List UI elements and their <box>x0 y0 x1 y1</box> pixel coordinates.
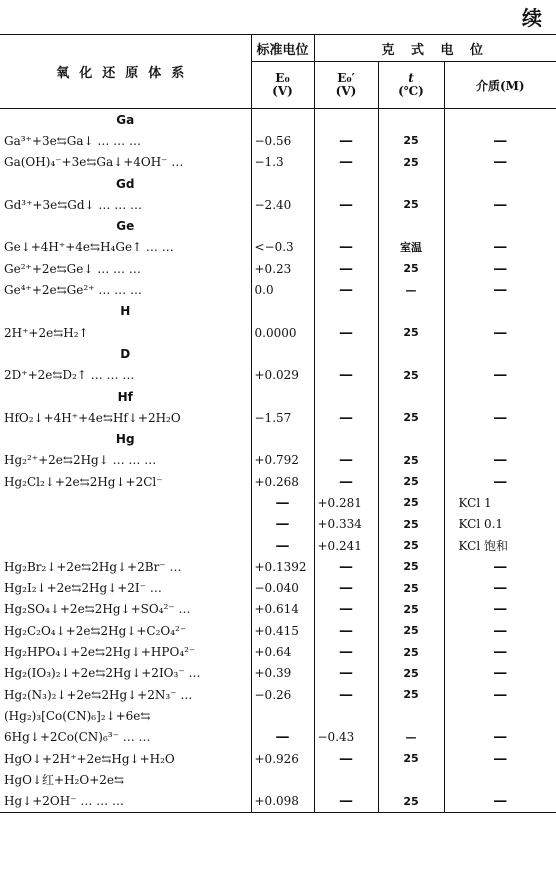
empty-cell <box>314 109 378 131</box>
table-row <box>0 535 556 556</box>
temperature-value: 室温 <box>378 237 444 258</box>
temperature-value <box>378 705 444 726</box>
empty-cell <box>251 343 314 364</box>
medium-value: — <box>444 471 556 492</box>
standard-potential-value: 0.0 <box>251 279 314 300</box>
temperature-value: 25 <box>378 322 444 343</box>
element-symbol: H <box>120 304 131 319</box>
half-reaction: Hg₂(N₃)₂↓+2e⇆2Hg↓+2N₃⁻ … <box>4 687 193 702</box>
temperature-value: 25 <box>378 620 444 641</box>
medium-value: — <box>444 578 556 599</box>
temperature-value: 25 <box>378 578 444 599</box>
empty-cell <box>314 386 378 407</box>
element-heading-row <box>0 386 556 407</box>
temperature-value: 25 <box>378 152 444 173</box>
medium-value: — <box>444 727 556 748</box>
medium-value: — <box>444 194 556 215</box>
half-reaction <box>0 535 251 556</box>
temperature-value: — <box>378 279 444 300</box>
medium-value: KCl 0.1 <box>444 514 556 535</box>
temperature-value: 25 <box>378 471 444 492</box>
formal-potential-value: −0.43 <box>314 727 378 748</box>
e0-unit: (V) <box>272 84 293 98</box>
medium-value: — <box>444 684 556 705</box>
standard-potential-value: −1.3 <box>251 152 314 173</box>
table-row <box>0 748 556 769</box>
empty-cell <box>251 386 314 407</box>
e0prime-symbol: E₀′ <box>337 71 355 86</box>
table-header <box>0 35 556 109</box>
temperature-value: 25 <box>378 492 444 513</box>
element-symbol: Hg <box>115 432 135 447</box>
formal-potential-value: — <box>314 407 378 428</box>
half-reaction <box>0 492 251 513</box>
empty-cell <box>444 428 556 449</box>
temperature-value: 25 <box>378 641 444 662</box>
standard-potential-value: +0.926 <box>251 748 314 769</box>
element-heading-row <box>0 173 556 194</box>
empty-cell <box>251 215 314 236</box>
half-reaction: Gd³⁺+3e⇆Gd↓ … … … <box>4 197 143 212</box>
formal-potential-value <box>314 769 378 790</box>
medium-value: — <box>444 152 556 173</box>
empty-cell <box>314 173 378 194</box>
temperature-value: 25 <box>378 407 444 428</box>
half-reaction: Hg₂I₂↓+2e⇆2Hg↓+2I⁻ … <box>4 581 162 596</box>
empty-cell <box>314 215 378 236</box>
half-reaction: Hg₂C₂O₄↓+2e⇆2Hg↓+C₂O₄²⁻ <box>4 623 187 638</box>
half-reaction: HgO↓+2H⁺+2e⇆Hg↓+H₂O <box>4 751 175 766</box>
table-row <box>0 471 556 492</box>
table-row <box>0 514 556 535</box>
medium-value <box>444 705 556 726</box>
table-row <box>0 684 556 705</box>
table-row <box>0 194 556 215</box>
temperature-column-header <box>378 62 444 109</box>
standard-potential-value <box>251 769 314 790</box>
element-symbol: Ga <box>116 112 135 127</box>
temperature-value: 25 <box>378 663 444 684</box>
table-row <box>0 556 556 577</box>
half-reaction: HfO₂↓+4H⁺+4e⇆Hf↓+2H₂O <box>4 410 181 425</box>
table-row <box>0 279 556 300</box>
formal-potential-header: 克 式 电 位 <box>314 35 556 62</box>
e0-symbol: E₀ <box>275 71 290 86</box>
standard-potential-value: +0.098 <box>251 791 314 813</box>
half-reaction: Ge⁴⁺+2e⇆Ge²⁺ … … … <box>4 283 142 298</box>
standard-potential-value: — <box>251 514 314 535</box>
temperature-value: 25 <box>378 450 444 471</box>
half-reaction: HgO↓红+H₂O+2e⇆ <box>4 773 125 788</box>
formal-potential-value: — <box>314 748 378 769</box>
formal-potential-value: — <box>314 578 378 599</box>
standard-potential-value <box>251 705 314 726</box>
medium-value: — <box>444 791 556 813</box>
empty-cell <box>314 301 378 322</box>
empty-cell <box>378 343 444 364</box>
formal-potential-value: — <box>314 258 378 279</box>
empty-cell <box>444 109 556 131</box>
standard-potential-value: +0.39 <box>251 663 314 684</box>
table-row <box>0 791 556 813</box>
medium-value: KCl 饱和 <box>444 535 556 556</box>
empty-cell <box>444 301 556 322</box>
table-row <box>0 727 556 748</box>
table-body <box>0 109 556 813</box>
element-heading-row <box>0 343 556 364</box>
e0prime-column-header <box>314 62 378 109</box>
formal-potential-value: — <box>314 663 378 684</box>
standard-potential-value: −0.040 <box>251 578 314 599</box>
formal-potential-value: — <box>314 641 378 662</box>
empty-cell <box>314 428 378 449</box>
temperature-value: 25 <box>378 556 444 577</box>
standard-potential-value: −2.40 <box>251 194 314 215</box>
e0prime-unit: (V) <box>335 84 357 98</box>
empty-cell <box>444 343 556 364</box>
table-row <box>0 705 556 726</box>
table-row <box>0 258 556 279</box>
formal-potential-value: — <box>314 471 378 492</box>
empty-cell <box>314 343 378 364</box>
formal-potential-value <box>314 705 378 726</box>
medium-value <box>444 769 556 790</box>
medium-column-header: 介质(M) <box>444 62 556 109</box>
empty-cell <box>378 173 444 194</box>
element-symbol: Hf <box>117 389 133 404</box>
standard-potential-value: +0.23 <box>251 258 314 279</box>
medium-value: — <box>444 407 556 428</box>
temperature-value: 25 <box>378 748 444 769</box>
standard-potential-value: +0.029 <box>251 365 314 386</box>
formal-potential-value: — <box>314 684 378 705</box>
half-reaction: Hg₂Br₂↓+2e⇆2Hg↓+2Br⁻ … <box>4 559 182 574</box>
half-reaction: Hg₂Cl₂↓+2e⇆2Hg↓+2Cl⁻ <box>4 474 163 489</box>
table-row <box>0 620 556 641</box>
standard-potential-value: <−0.3 <box>251 237 314 258</box>
standard-potential-value: +0.1392 <box>251 556 314 577</box>
table-row <box>0 450 556 471</box>
half-reaction <box>0 514 251 535</box>
formal-potential-value: +0.241 <box>314 535 378 556</box>
element-heading-row <box>0 428 556 449</box>
medium-value: — <box>444 748 556 769</box>
half-reaction: Hg₂²⁺+2e⇆2Hg↓ … … … <box>4 453 157 468</box>
table-row <box>0 492 556 513</box>
medium-value: — <box>444 663 556 684</box>
empty-cell <box>444 215 556 236</box>
temperature-value: 25 <box>378 684 444 705</box>
medium-value: — <box>444 556 556 577</box>
medium-value: — <box>444 599 556 620</box>
half-reaction: Hg↓+2OH⁻ … … … <box>0 791 251 813</box>
empty-cell <box>378 386 444 407</box>
standard-potential-value: +0.792 <box>251 450 314 471</box>
medium-value: — <box>444 450 556 471</box>
formal-potential-value: — <box>314 279 378 300</box>
temperature-value: 25 <box>378 365 444 386</box>
table-row <box>0 322 556 343</box>
half-reaction: Ge↓+4H⁺+4e⇆H₄Ge↑ … … <box>4 240 174 255</box>
table-row <box>0 578 556 599</box>
empty-cell <box>378 109 444 131</box>
table-row <box>0 599 556 620</box>
medium-value: — <box>444 620 556 641</box>
half-reaction: Hg₂HPO₄↓+2e⇆2Hg↓+HPO₄²⁻ <box>4 645 196 660</box>
formal-potential-value: — <box>314 791 378 813</box>
formal-potential-value: — <box>314 130 378 151</box>
standard-potential-value: −0.56 <box>251 130 314 151</box>
continued-label: 续 <box>522 6 542 30</box>
formal-potential-value: — <box>314 450 378 471</box>
formal-potential-value: — <box>314 194 378 215</box>
e0-column-header <box>251 62 314 109</box>
empty-cell <box>444 386 556 407</box>
standard-potential-value: +0.614 <box>251 599 314 620</box>
table-row <box>0 365 556 386</box>
medium-value: — <box>444 130 556 151</box>
half-reaction: Hg₂SO₄↓+2e⇆2Hg↓+SO₄²⁻ … <box>4 602 191 617</box>
half-reaction: Hg₂(IO₃)₂↓+2e⇆2Hg↓+2IO₃⁻ … <box>4 666 201 681</box>
empty-cell <box>444 173 556 194</box>
standard-potential-value: — <box>251 535 314 556</box>
formal-potential-value: +0.281 <box>314 492 378 513</box>
standard-potential-value: — <box>251 727 314 748</box>
medium-value: — <box>444 641 556 662</box>
half-reaction: 2H⁺+2e⇆H₂↑ <box>4 325 89 340</box>
redox-potential-table <box>0 34 556 813</box>
temperature-symbol: t <box>408 71 414 86</box>
empty-cell <box>251 109 314 131</box>
half-reaction: Ga(OH)₄⁻+3e⇆Ga↓+4OH⁻ … <box>4 155 184 170</box>
temperature-value: 25 <box>378 130 444 151</box>
temperature-value: 25 <box>378 791 444 813</box>
half-reaction: 6Hg↓+2Co(CN)₆³⁻ … … <box>4 730 151 745</box>
standard-potential-value: +0.268 <box>251 471 314 492</box>
temperature-value: 25 <box>378 194 444 215</box>
table-row <box>0 663 556 684</box>
half-reaction: Ge²⁺+2e⇆Ge↓ … … … <box>4 261 141 276</box>
standard-potential-value: −0.26 <box>251 684 314 705</box>
medium-value: — <box>444 237 556 258</box>
medium-value: — <box>444 322 556 343</box>
element-symbol: D <box>120 346 131 361</box>
formal-potential-value: — <box>314 152 378 173</box>
table-row <box>0 152 556 173</box>
medium-value: — <box>444 258 556 279</box>
half-reaction: (Hg₂)₃[Co(CN)₆]₂↓+6e⇆ <box>4 708 151 723</box>
standard-potential-value: −1.57 <box>251 407 314 428</box>
table-row <box>0 130 556 151</box>
temperature-value: 25 <box>378 535 444 556</box>
formal-potential-value: — <box>314 599 378 620</box>
empty-cell <box>251 428 314 449</box>
empty-cell <box>251 301 314 322</box>
empty-cell <box>378 428 444 449</box>
temperature-value: 25 <box>378 599 444 620</box>
temperature-value <box>378 769 444 790</box>
half-reaction: Ga³⁺+3e⇆Ga↓ … … … <box>4 133 141 148</box>
table-row <box>0 769 556 790</box>
standard-potential-header: 标准电位 <box>251 35 314 62</box>
medium-value: — <box>444 279 556 300</box>
medium-value: — <box>444 365 556 386</box>
temperature-value: 25 <box>378 258 444 279</box>
formal-potential-value: — <box>314 556 378 577</box>
table-row <box>0 237 556 258</box>
standard-potential-value: 0.0000 <box>251 322 314 343</box>
formal-potential-value: +0.334 <box>314 514 378 535</box>
empty-cell <box>378 215 444 236</box>
element-symbol: Gd <box>116 176 135 191</box>
formal-potential-value: — <box>314 237 378 258</box>
half-reaction: 2D⁺+2e⇆D₂↑ … … … <box>4 368 135 383</box>
table-row <box>0 407 556 428</box>
element-heading-row <box>0 109 556 131</box>
element-heading-row <box>0 301 556 322</box>
table-row <box>0 641 556 662</box>
temperature-value: — <box>378 727 444 748</box>
formal-potential-value: — <box>314 620 378 641</box>
system-column-header: 氧化还原体系 <box>0 35 251 109</box>
standard-potential-value: +0.415 <box>251 620 314 641</box>
element-symbol: Ge <box>116 219 135 234</box>
temperature-unit: (℃) <box>398 84 424 98</box>
standard-potential-value: — <box>251 492 314 513</box>
medium-value: KCl 1 <box>444 492 556 513</box>
standard-potential-value: +0.64 <box>251 641 314 662</box>
element-heading-row <box>0 215 556 236</box>
empty-cell <box>378 301 444 322</box>
formal-potential-value: — <box>314 322 378 343</box>
formal-potential-value: — <box>314 365 378 386</box>
temperature-value: 25 <box>378 514 444 535</box>
empty-cell <box>251 173 314 194</box>
